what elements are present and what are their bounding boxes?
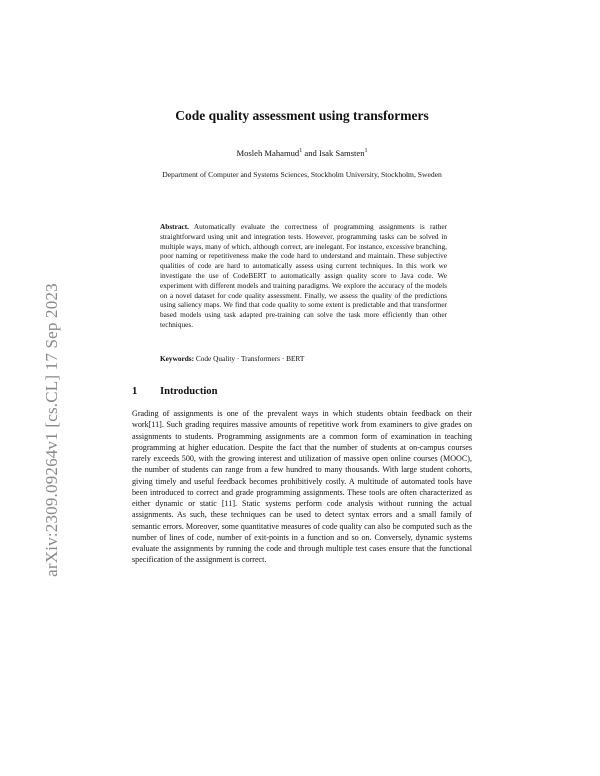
keywords (160, 354, 447, 364)
affiliation-mark: 1 (299, 148, 303, 155)
section-heading (132, 386, 218, 397)
arxiv-identifier-stamp (22, 200, 82, 660)
abstract-text: Automatically evaluate the correctness of programming assignments is rather straightforward using unit and integration tests. However, programming tasks can be solved in multiple ways, many of which, although correct, are inelegant. For instance, excessive branching, poor naming or repetitiveness make the code hard to understand and maintain. These subjective qualities of code are hard to automatically assess using current techniques. In this work we investigate the use of CodeBERT to automatically assign quality score to Java code. We experiment with different models and training paradigms. We explore the accuracy of the models on a novel dataset for code quality assessment. Finally, we assess the quality of the predictions using saliency maps. We find that code quality to some extent is predictable and that transformer based models using task adapted pre-training can solve the task more efficiently than other techniques. (160, 222, 448, 329)
arxiv-id-text: arXiv:2309.09264v1 [cs.CL] 17 Sep 2023 (42, 283, 61, 577)
author-line (132, 148, 472, 158)
paper-title: Code quality assessment using transformers (175, 108, 429, 123)
introduction-paragraph: Grading of assignments is one of the prevalent ways in which students obtain feedback on their work[11]. Such grading requires massive amounts of repetitive work from examiners to give grades on assignments to students. Programming assignments are a common form of examination in teaching programming at higher education. Despite the fact that the number of students at on-campus courses rarely exceeds 500, with the growing interest and utilization of massive open online courses (MOOC), the number of students can range from a few hundred to many thousands. With large student cohorts, giving timely and useful feedback becomes prohibitively costly. A multitude of automated tools have been introduced to correct and grade programming assignments. These tools are often characterized as either dynamic or static [11]. Static systems perform code analysis without running the actual assignments. As such, these techniques can be used to detect syntax errors and a small family of semantic errors. Moreover, some quantitative measures of code quality can also be computed such as the number of lines of code, number of exit-points in a function and so on. Conversely, dynamic systems evaluate the assignments by running the code and through multiple test cases ensure that the functional specification of the assignment is correct. (132, 409, 472, 565)
section-title: Introduction (160, 386, 218, 397)
affiliation: Department of Computer and Systems Sciences, Stockholm University, Stockholm, Sweden (162, 170, 442, 179)
author-name: Isak Samsten (318, 148, 365, 158)
keywords-label: Keywords: (160, 354, 195, 363)
author-name: Mosleh Mahamud (236, 148, 300, 158)
section-number: 1 (132, 386, 138, 397)
author-conjunction: and (302, 148, 319, 158)
abstract-label: Abstract. (160, 222, 189, 231)
keywords-text: Code Quality · Transformers · BERT (195, 354, 305, 363)
affiliation-mark: 1 (364, 148, 368, 155)
abstract (160, 222, 447, 330)
